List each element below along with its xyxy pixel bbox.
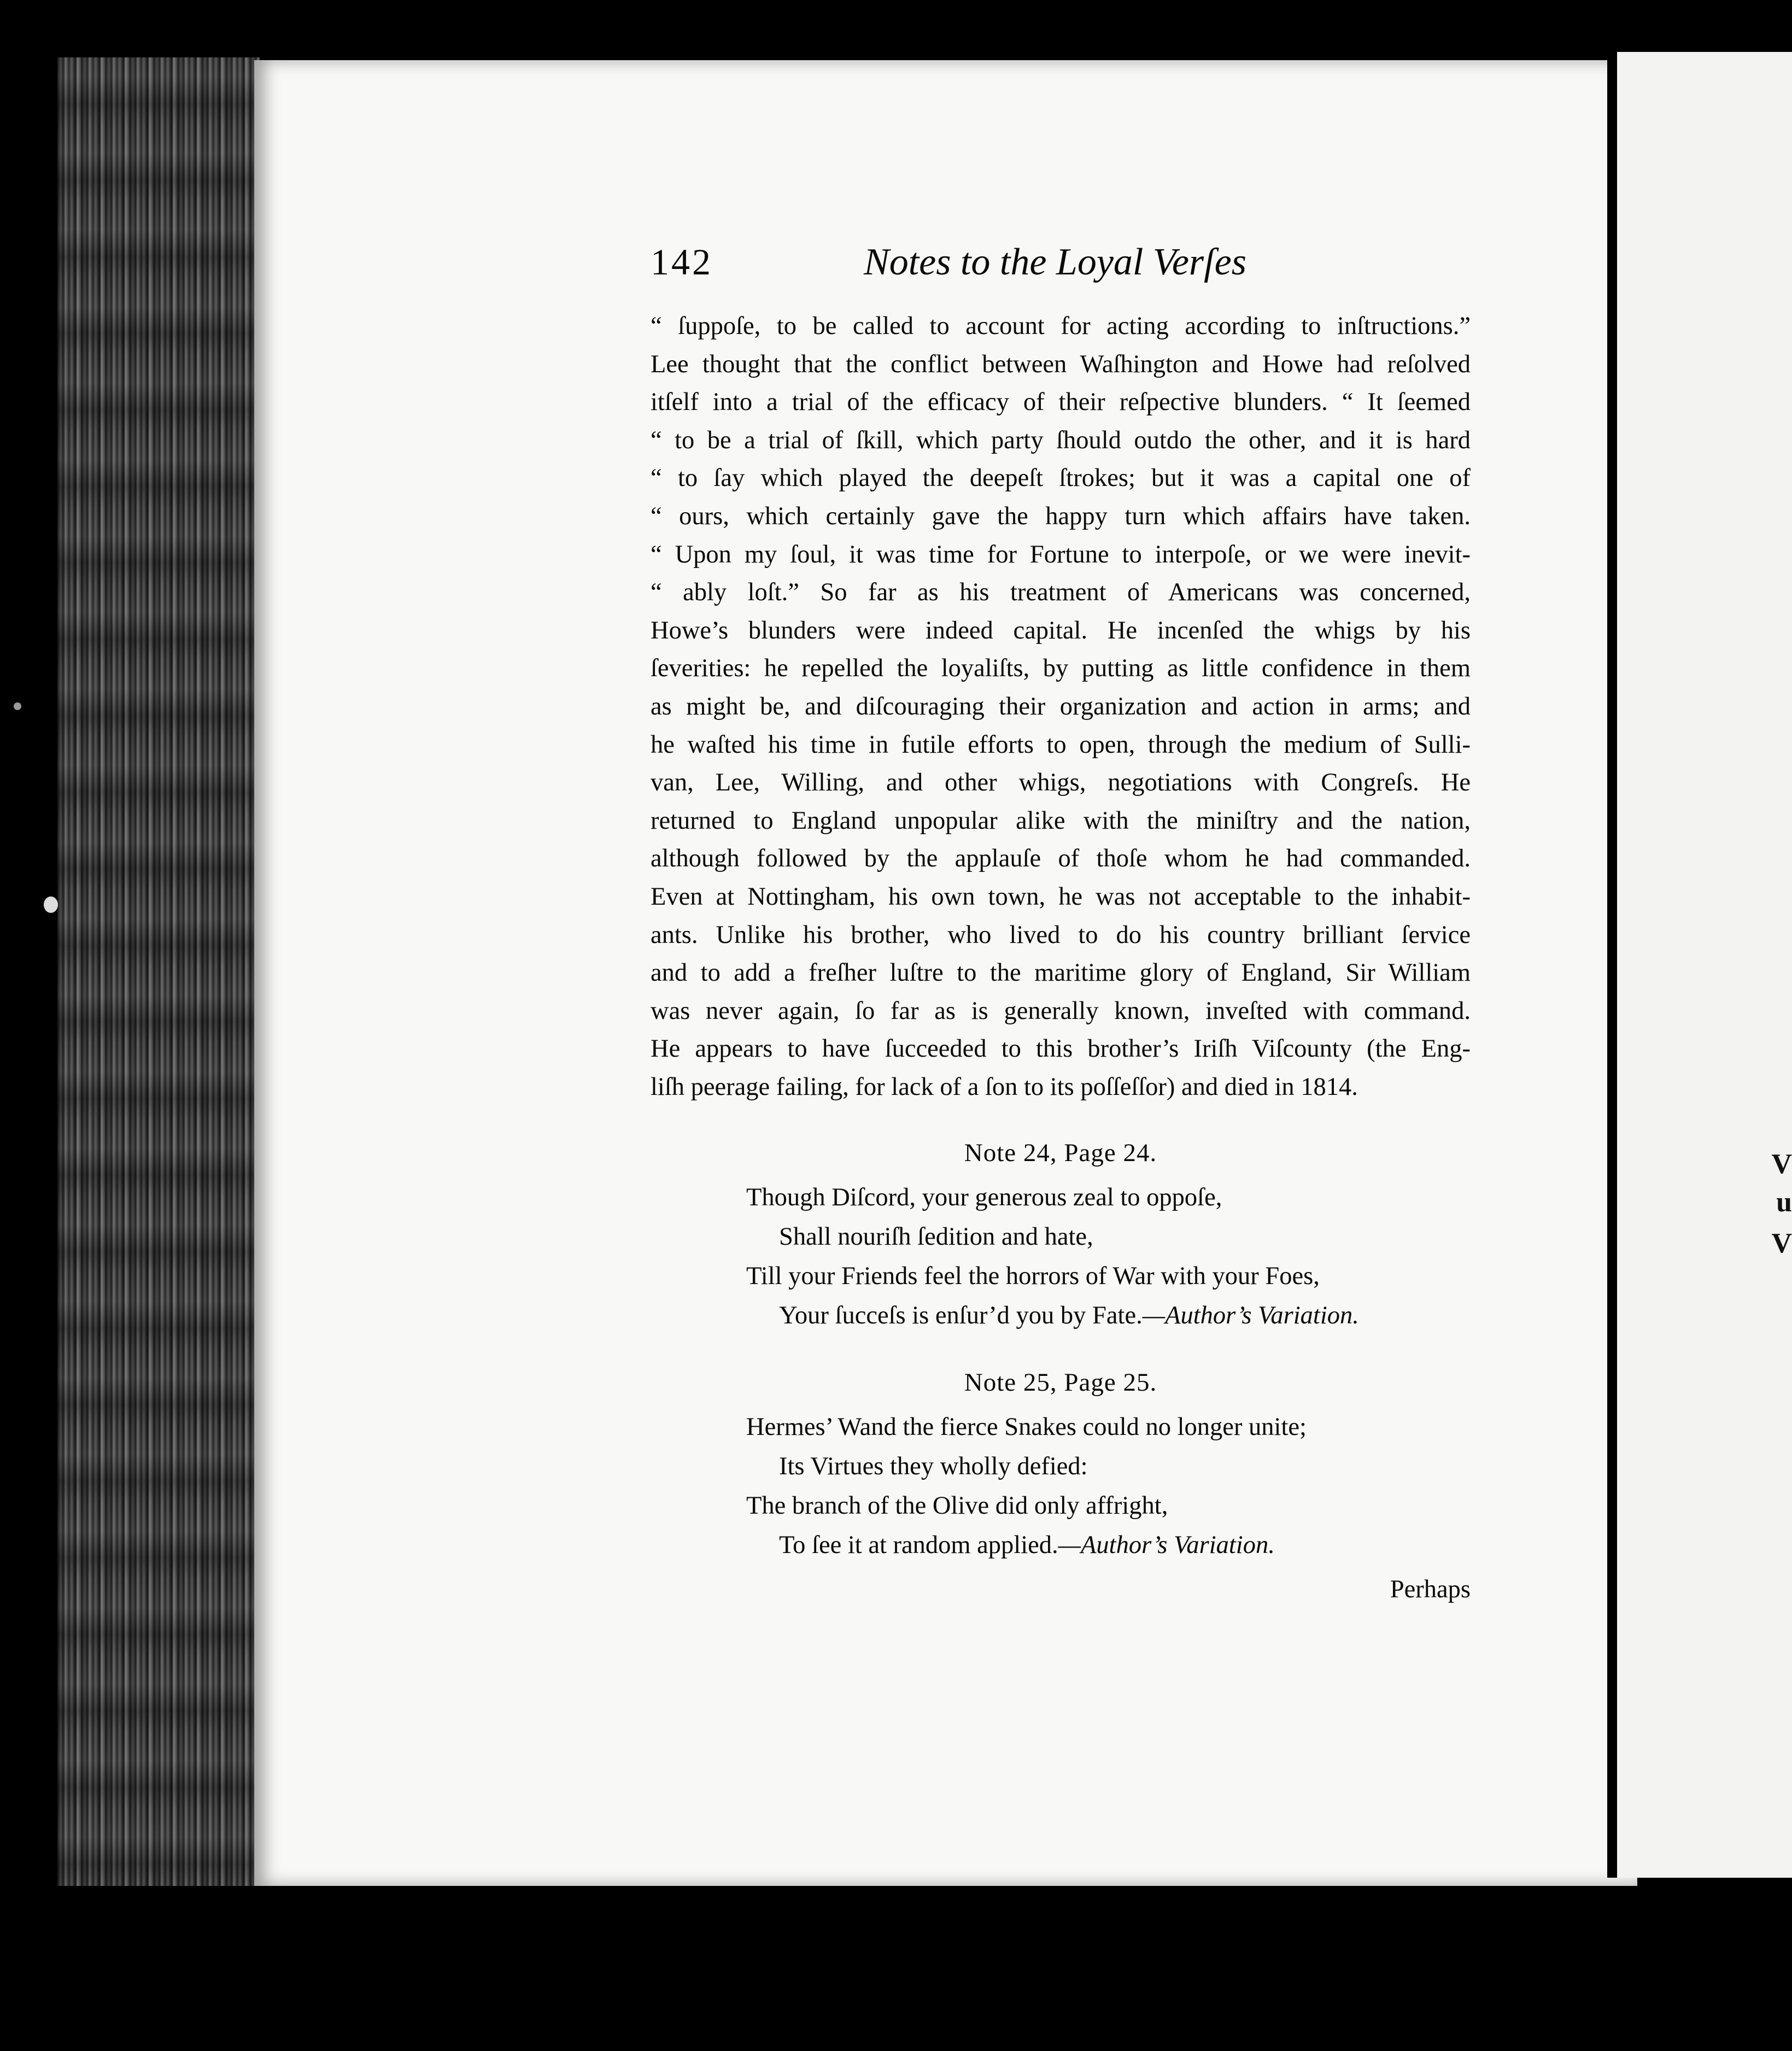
verse-line-text: Your ſucceſs is enſur’d you by Fate. [779,1302,1143,1330]
facing-page-fragment: V [1771,1148,1792,1180]
note-paragraph [651,307,1471,1106]
facing-page [1607,52,1792,1878]
text-line: as might be, and diſcouraging their organization and action in arms; and [651,692,1471,720]
text-line: “ to ſay which played the deepeſt ſtrokes; but it was a capital one of [651,464,1471,493]
text-line: “ ſuppoſe, to be called to account for acting according to inſtructions.” [651,312,1471,340]
text-line: “ ours, which certainly gave the happy turn which affairs have taken. [651,502,1471,530]
verse-line [746,1526,1471,1565]
verse-line: Hermes’ Wand the fierce Snakes could no longer unite; [746,1413,1307,1441]
text-line: itſelf into a trial of the efficacy of their reſpective blunders. “ It ſeemed [651,388,1471,417]
page-number: 142 [651,241,713,283]
page-content [651,241,1471,1604]
text-line: Lee thought that the conflict between Waſhington and Howe had reſolved [651,350,1471,378]
text-line: van, Lee, Willing, and other whigs, negotiations with Congreſs. He [651,769,1471,797]
verse-line [746,1296,1471,1335]
book-page-stack [57,57,260,1886]
author-variation: —Author’s Variation. [1058,1531,1275,1560]
running-head [651,241,1471,295]
text-line: ſeverities: he repelled the loyaliſts, by putting as little confidence in them [651,654,1471,683]
text-line: He appears to have ſucceeded to this brother’s Iriſh Viſcounty (the Eng- [651,1035,1471,1063]
note-24-heading: Note 24, Page 24. [964,1139,1157,1168]
verse-line: Till your Friends feel the horrors of War with your Foes, [746,1262,1320,1291]
paper-speck [14,702,21,710]
catchword: Perhaps [1390,1575,1471,1604]
text-line: Even at Nottingham, his own town, he was not acceptable to the inhabit- [651,882,1471,911]
verse-line: Shall nouriſh ſedition and hate, [779,1223,1093,1251]
note-24-verse [746,1178,1471,1335]
note-25-verse [746,1408,1471,1565]
author-variation: —Author’s Variation. [1142,1302,1359,1330]
verse-line: Though Diſcord, your generous zeal to oppoſe, [746,1183,1222,1212]
text-line: and to add a freſher luſtre to the maritime glory of England, Sir William [651,959,1471,987]
running-title: Notes to the Loyal Verſes [864,241,1246,283]
text-line: ants. Unlike his brother, who lived to do his country brilliant ſervice [651,921,1471,949]
text-line: “ ably loſt.” So far as his treatment of Americans was concerned, [651,578,1471,607]
paper-speck [44,896,58,913]
text-line: returned to England unpopular alike with the miniſtry and the nation, [651,806,1471,835]
text-line: liſh peerage failing, for lack of a ſon to its poſſeſſor) and died in 1814. [651,1073,1358,1101]
note-25-heading: Note 25, Page 25. [964,1368,1157,1397]
text-line: although followed by the applauſe of thoſe whom he had commanded. [651,845,1471,873]
text-line: “ to be a trial of ſkill, which party ſhould outdo the other, and it is hard [651,426,1471,454]
verse-line-text: To ſee it at random applied. [779,1531,1058,1560]
facing-page-fragment: V [1771,1228,1792,1259]
verse-line: The branch of the Olive did only affright, [746,1492,1168,1520]
verse-line: Its Virtues they wholly defied: [779,1452,1088,1481]
text-line: he waſted his time in futile efforts to open, through the medium of Sulli- [651,730,1471,759]
facing-page-fragment: u [1776,1187,1792,1218]
text-line: “ Upon my ſoul, it was time for Fortune to interpoſe, or we were inevit- [651,540,1471,569]
text-line: was never again, ſo far as is generally known, inveſted with command. [651,997,1471,1025]
text-line: Howe’s blunders were indeed capital. He incenſed the whigs by his [651,616,1471,644]
